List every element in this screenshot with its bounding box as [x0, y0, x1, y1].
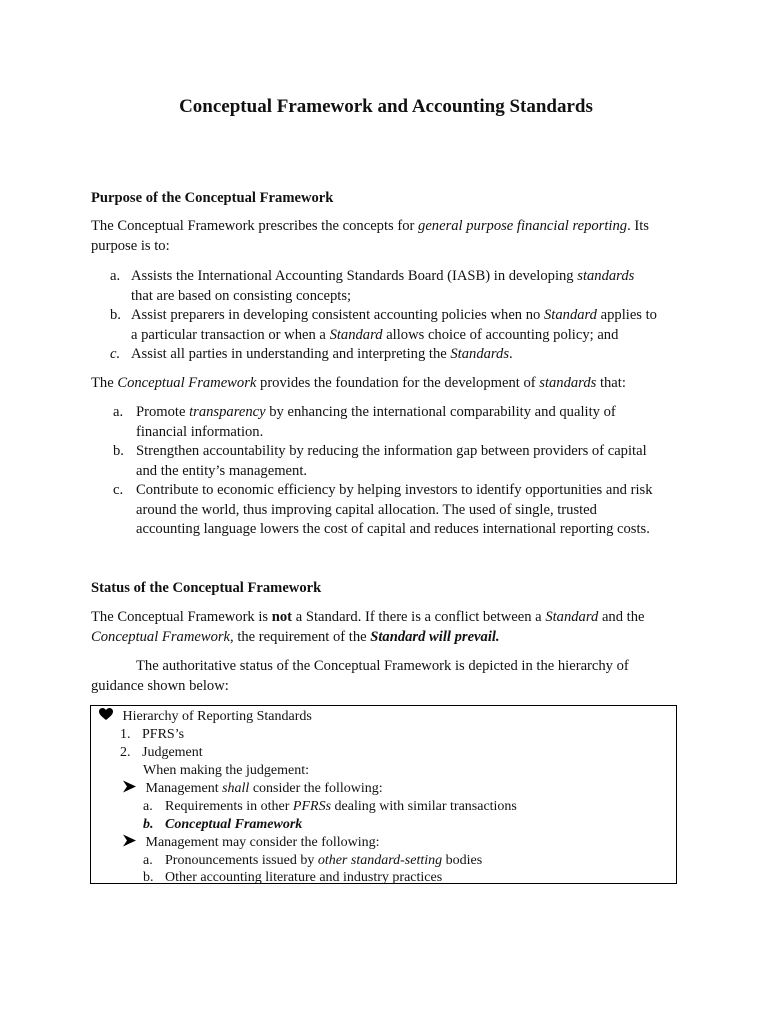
judgement-note: When making the judgement: — [143, 763, 310, 778]
list-item: b. Strengthen accountability by reducing the information gap between providers of capital and the entity’s management. — [113, 443, 647, 479]
list-item: b. Assist preparers in developing consistent accounting policies when no Standard applies to a particular transaction or when a Standard allows choice of accounting policy; and — [110, 307, 657, 343]
hierarchy-title: Hierarchy of Reporting Standards — [122, 709, 312, 724]
list-item: b. Other accounting literature and industry practices — [143, 870, 443, 885]
foundation-list — [113, 403, 713, 540]
purpose-heading: Purpose of the Conceptual Framework — [91, 190, 334, 206]
hierarchy-box — [90, 705, 677, 884]
page-title: Conceptual Framework and Accounting Standards — [179, 96, 593, 117]
hierarchy-title-row — [99, 708, 312, 726]
arrow-icon — [122, 834, 137, 847]
arrow-icon — [122, 780, 137, 793]
status-paragraph: The Conceptual Framework is not a Standard. If there is a conflict between a Standard and the Conceptual Framework, the requirement of the Standard will prevail. — [91, 609, 645, 645]
list-item: a. Promote transparency by enhancing the international comparability and quality of financial information. — [113, 404, 616, 440]
heart-icon — [99, 708, 113, 721]
purpose-intro: The Conceptual Framework prescribes the concepts for general purpose financial reporting. Its purpose is to: — [91, 218, 649, 254]
list-item: c. Contribute to economic efficiency by helping investors to identify opportunities and risk around the world, thus improving capital allocation. The used of single, trusted accounting language lowers the cost of capital and reduces international reporting costs. — [113, 482, 653, 537]
purpose-list — [110, 267, 710, 365]
list-item: b. Conceptual Framework — [143, 817, 303, 832]
list-item: 1. PFRS’s — [120, 727, 185, 742]
status-heading: Status of the Conceptual Framework — [91, 580, 322, 596]
list-item: Management shall consider the following: — [122, 780, 383, 798]
foundation-paragraph: The Conceptual Framework provides the foundation for the development of standards that: — [91, 375, 626, 391]
list-item: 2. Judgement — [120, 745, 203, 760]
list-item: Management may consider the following: — [122, 834, 380, 852]
list-item: a. Pronouncements issued by other standard-setting bodies — [143, 853, 483, 868]
list-item: c. Assist all parties in understanding and interpreting the Standards. — [110, 346, 513, 362]
list-item: a. Requirements in other PFRSs dealing with similar transactions — [143, 799, 517, 814]
authoritative-paragraph: The authoritative status of the Conceptual Framework is depicted in the hierarchy of guidance shown below: — [91, 658, 629, 694]
list-item: a. Assists the International Accounting Standards Board (IASB) in developing standards that are based on consisting concepts; — [110, 268, 635, 304]
